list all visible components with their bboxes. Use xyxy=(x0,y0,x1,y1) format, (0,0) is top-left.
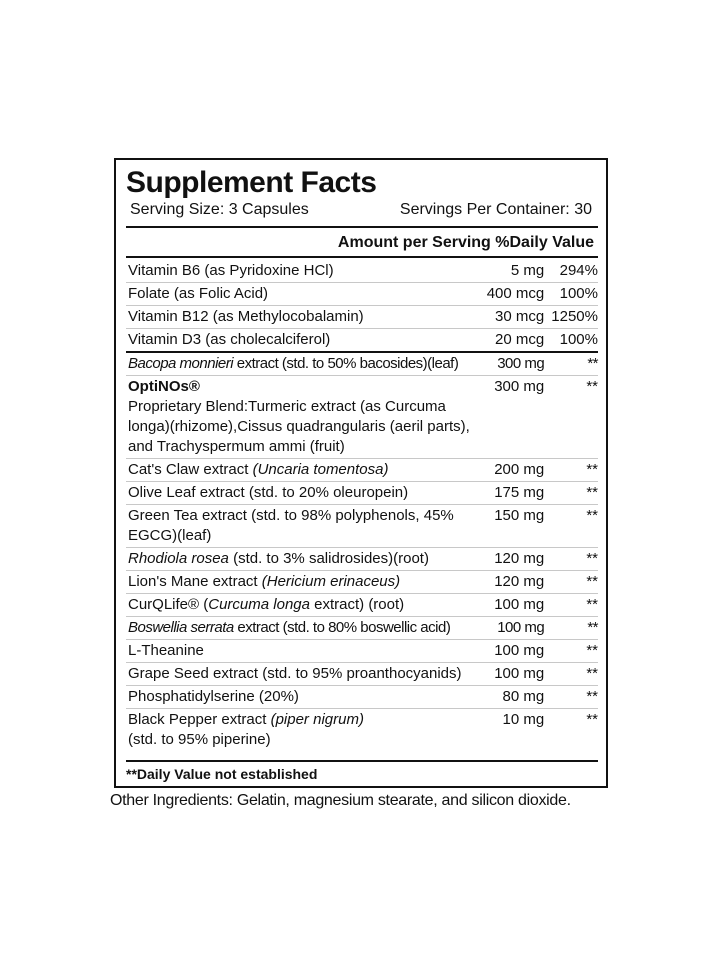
row-dv: ** xyxy=(586,461,598,478)
row-name: Olive Leaf extract (std. to 20% oleuropein) xyxy=(128,484,409,501)
row-amount: 20 mcg xyxy=(495,331,545,348)
table-row xyxy=(126,482,598,505)
row-name: Vitamin D3 (as cholecalciferol) xyxy=(128,331,331,348)
table-row xyxy=(126,640,598,663)
row-name xyxy=(126,710,475,750)
row-name-italic: Boswellia serrata xyxy=(128,619,234,636)
row-name-rest: extract (std. to 80% boswellic acid) xyxy=(233,619,451,636)
row-amount: 150 mg xyxy=(494,507,545,524)
row-dv: ** xyxy=(586,665,598,682)
row-name-line2: (std. to 95% piperine) xyxy=(128,731,271,748)
table-row xyxy=(126,617,598,640)
row-name-plain: Black Pepper extract xyxy=(128,711,271,728)
row-dv: ** xyxy=(586,550,598,567)
row-name-italic: (Uncaria tomentosa) xyxy=(252,461,389,478)
row-name xyxy=(126,354,475,374)
row-dv: ** xyxy=(587,619,598,636)
row-dv: ** xyxy=(586,507,598,524)
row-name: Green Tea extract (std. to 98% polyphenols, 45% EGCG)(leaf) xyxy=(128,507,454,544)
footnote: **Daily Value not established xyxy=(126,766,318,782)
serving-size: Serving Size: 3 Capsules xyxy=(130,201,309,218)
row-dv: ** xyxy=(586,688,598,705)
row-amount: 200 mg xyxy=(494,461,545,478)
row-name: Phosphatidylserine (20%) xyxy=(128,688,299,705)
row-name-italic: Curcuma longa xyxy=(208,596,310,613)
row-name-italic: Bacopa monnieri xyxy=(128,355,234,372)
serving-info xyxy=(130,200,592,220)
supplement-facts-panel xyxy=(114,158,608,788)
row-dv: 100% xyxy=(559,285,598,302)
table-row xyxy=(126,505,598,548)
table-row xyxy=(126,283,598,306)
row-name-rest: (std. to 3% salidrosides)(root) xyxy=(228,550,429,567)
table-row xyxy=(126,260,598,283)
row-name: Grape Seed extract (std. to 95% proanthocyanids) xyxy=(128,665,462,682)
row-dv: ** xyxy=(587,355,598,372)
row-description: Proprietary Blend:Turmeric extract (as Curcuma longa)(rhizome),Cissus quadrangularis (aeril parts), and Trachyspermum ammi (fruit) xyxy=(128,398,470,455)
row-amount: 175 mg xyxy=(494,484,545,501)
table-row xyxy=(126,548,598,571)
row-amount: 5 mg xyxy=(510,262,545,279)
row-dv: ** xyxy=(586,642,598,659)
table-row xyxy=(126,571,598,594)
row-name-rest: extract (std. to 50% bacosides)(leaf) xyxy=(233,355,459,372)
column-header: Amount per Serving %Daily Value xyxy=(337,234,594,251)
row-dv: ** xyxy=(586,484,598,501)
table-row xyxy=(126,376,598,459)
row-amount: 100 mg xyxy=(497,619,545,636)
row-name-plain: Lion's Mane extract xyxy=(128,573,262,590)
row-amount: 10 mg xyxy=(502,711,545,728)
row-amount: 100 mg xyxy=(494,596,545,613)
row-amount: 100 mg xyxy=(494,665,545,682)
row-name-post: extract) (root) xyxy=(309,596,405,613)
row-amount: 120 mg xyxy=(494,573,545,590)
table-row xyxy=(126,594,598,617)
divider xyxy=(126,226,598,228)
divider xyxy=(126,256,598,258)
row-name xyxy=(126,549,475,569)
other-ingredients: Other Ingredients: Gelatin, magnesium stearate, and silicon dioxide. xyxy=(110,792,571,809)
row-name xyxy=(126,618,475,638)
row-name xyxy=(126,460,475,480)
table-row xyxy=(126,306,598,329)
row-dv: ** xyxy=(586,711,598,728)
table-row xyxy=(126,459,598,482)
row-name-italic: (Hericium erinaceus) xyxy=(261,573,401,590)
nutrient-table xyxy=(126,260,598,751)
row-name-italic: (piper nigrum) xyxy=(270,711,364,728)
row-name: L-Theanine xyxy=(128,642,204,659)
row-name-plain: Cat's Claw extract xyxy=(128,461,253,478)
row-amount: 120 mg xyxy=(494,550,545,567)
row-amount: 80 mg xyxy=(502,688,545,705)
table-row xyxy=(126,686,598,709)
row-name-italic: Rhodiola rosea xyxy=(128,550,229,567)
row-name xyxy=(126,572,475,592)
table-row xyxy=(126,709,598,751)
row-name: Folate (as Folic Acid) xyxy=(128,285,269,302)
row-dv: 1250% xyxy=(551,308,598,325)
table-row xyxy=(126,351,598,376)
servings-per-container: Servings Per Container: 30 xyxy=(399,201,592,218)
row-name: Vitamin B6 (as Pyridoxine HCl) xyxy=(128,262,334,279)
row-amount: 400 mcg xyxy=(486,285,545,302)
table-row xyxy=(126,329,598,351)
table-row xyxy=(126,663,598,686)
panel-title: Supplement Facts xyxy=(126,166,377,199)
row-dv: 294% xyxy=(559,262,598,279)
row-amount: 30 mcg xyxy=(495,308,545,325)
divider xyxy=(126,760,598,762)
row-dv: 100% xyxy=(559,331,598,348)
row-amount: 100 mg xyxy=(494,642,545,659)
row-dv: ** xyxy=(586,573,598,590)
row-name xyxy=(126,377,475,457)
row-name-bold: OptiNOs® xyxy=(128,378,200,395)
row-amount: 300 mg xyxy=(494,378,545,395)
row-name: Vitamin B12 (as Methylocobalamin) xyxy=(128,308,364,325)
row-amount: 300 mg xyxy=(497,355,545,372)
row-dv: ** xyxy=(586,378,598,395)
row-name xyxy=(126,595,475,615)
row-dv: ** xyxy=(586,596,598,613)
row-name-pre: CurQLife® ( xyxy=(128,596,209,613)
